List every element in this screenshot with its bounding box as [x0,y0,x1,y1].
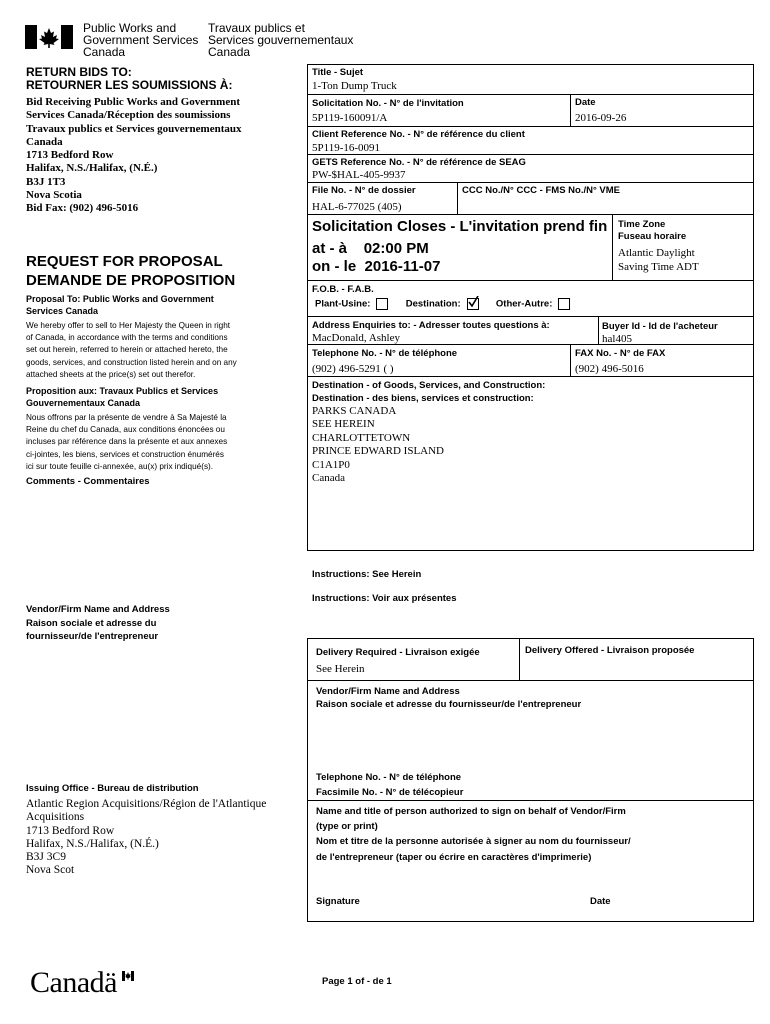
buyer-id-label: Buyer Id - Id de l'acheteur [602,321,718,332]
solicitation-closes-title: Solicitation Closes - L'invitation prend fin [312,218,608,235]
other-checkbox[interactable] [558,298,570,310]
vendor-fax-label: Facsimile No. - N° de télécopieur [316,787,464,798]
issuing-office-address: Atlantic Region Acquisitions/Région de l'Atlantique Acquisitions 1713 Bedford Row Halifax, N.S./Halifax, (N.É.) B3J 3C9 Nova Scot [26,798,267,877]
fob-options: Plant-Usine: Destination: Other-Autre: [315,298,570,310]
solicitation-label: Solicitation No. - N° de l'invitation [312,98,464,109]
time-zone-label: Time Zone Fuseau horaire [618,219,687,242]
comments-label: Comments - Commentaires [26,476,150,487]
department-name-en: Public Works and Government Services Canada [83,21,199,59]
canada-wordmark: Canadä [30,966,117,999]
file-no-label: File No. - N° de dossier [312,185,416,196]
title-value: 1-Ton Dump Truck [312,80,397,92]
ccc-no-label: CCC No./N° CCC - FMS No./N° VME [462,185,621,196]
closing-date: on - le 2016-11-07 [312,258,441,275]
telephone-value: (902) 496-5291 ( ) [312,363,394,375]
fob-label: F.O.B. - F.A.B. [312,284,374,295]
time-zone-value: Atlantic Daylight Saving Time ADT [618,247,699,273]
page-number: Page 1 of - de 1 [322,976,392,987]
department-name-fr: Travaux publics et Services gouvernementaux Canada [208,21,354,59]
gets-ref-value: PW-$HAL-405-9937 [312,169,406,181]
buyer-id-value: hal405 [602,333,632,345]
proposition-label: Proposition aux: Travaux Publics et Services Gouvernementaux Canada [26,386,219,408]
destination-goods-label: Destination - of Goods, Services, and Construction: Destination - des biens, services et construction: [312,380,546,404]
address-enquiries-value: MacDonald, Ashley [312,332,400,344]
gets-ref-label: GETS Reference No. - N° de référence de SEAG [312,157,526,168]
destination-checkbox[interactable] [467,298,479,310]
checkmark-icon [467,296,479,308]
signature-date-label: Date [590,896,611,907]
proposal-to-text: We hereby offer to sell to Her Majesty the Queen in right of Canada, in accordance with the terms and conditions set out herein, referred to herein or attached hereto, the goods, services, and construction listed herein and on any attached sheets at the price(s) set out therefor. [26,321,237,379]
instructions-fr: Instructions: Voir aux présentes [312,593,457,604]
proposition-text: Nous offrons par la présente de vendre à Sa Majesté la Reine du chef du Canada, aux conditions énoncées ou incluses par référence dans la présente et aux annexes ci-jointes, les biens, services et construction énumérés ici sur toute feuille ci-annexée, au(x) prix indiqué(s). [26,413,228,471]
return-bids-address: Bid Receiving Public Works and Government Services Canada/Réception des soumissions Travaux publics et Services gouvernementaux Canada 1713 Bedford Row Halifax, N.S./Halifax, (N.É.) B3J 1T3 Nova Scotia Bid Fax: (902) 496-5016 [26,96,242,215]
closing-time: at - à 02:00 PM [312,240,429,257]
date-value: 2016-09-26 [575,112,627,124]
address-enquiries-label: Address Enquiries to: - Adresser toutes questions à: [312,320,550,331]
issuing-office-label: Issuing Office - Bureau de distribution [26,783,199,794]
file-no-value: HAL-6-77025 (405) [312,201,402,213]
client-ref-label: Client Reference No. - N° de référence du client [312,129,525,140]
canada-flag-icon [25,25,73,49]
fax-label: FAX No. - N° de FAX [575,348,666,359]
return-bids-title: RETURN BIDS TO: RETOURNER LES SOUMISSIONS À: [26,65,233,92]
signature-label: Signature [316,896,360,907]
delivery-offered-label: Delivery Offered - Livraison proposée [525,645,695,656]
wordmark-flag-icon [122,968,134,986]
title-label: Title - Sujet [312,67,364,78]
plant-checkbox[interactable] [376,298,388,310]
vendor-left-label: Vendor/Firm Name and Address Raison sociale et adresse du fournisseur/de l'entrepreneur [26,604,170,642]
fax-value: (902) 496-5016 [575,363,644,375]
vendor-telephone-label: Telephone No. - N° de téléphone [316,772,462,783]
rfp-title: REQUEST FOR PROPOSAL DEMANDE DE PROPOSITION [26,253,236,289]
date-label: Date [575,97,596,108]
instructions-en: Instructions: See Herein [312,569,422,580]
telephone-label: Telephone No. - N° de téléphone [312,348,458,359]
client-ref-value: 5P119-16-0091 [312,142,381,154]
solicitation-value: 5P119-160091/A [312,112,388,124]
destination-goods-value: PARKS CANADA SEE HEREIN CHARLOTTETOWN PRINCE EDWARD ISLAND C1A1P0 Canada [312,405,444,485]
vendor-name-address-label: Vendor/Firm Name and Address Raison sociale et adresse du fournisseur/de l'entrepreneur [316,686,582,710]
delivery-required-label: Delivery Required - Livraison exigée [316,647,480,658]
delivery-required-value: See Herein [316,663,365,675]
authorized-person-label: Name and title of person authorized to sign on behalf of Vendor/Firm (type or print) Nom et titre de la personne autorisée à signer au nom du fournisseur/ de l'entrepreneur (taper ou écrire en caractères d'imprimerie) [316,806,631,863]
proposal-to-label: Proposal To: Public Works and Government Services Canada [26,294,214,316]
